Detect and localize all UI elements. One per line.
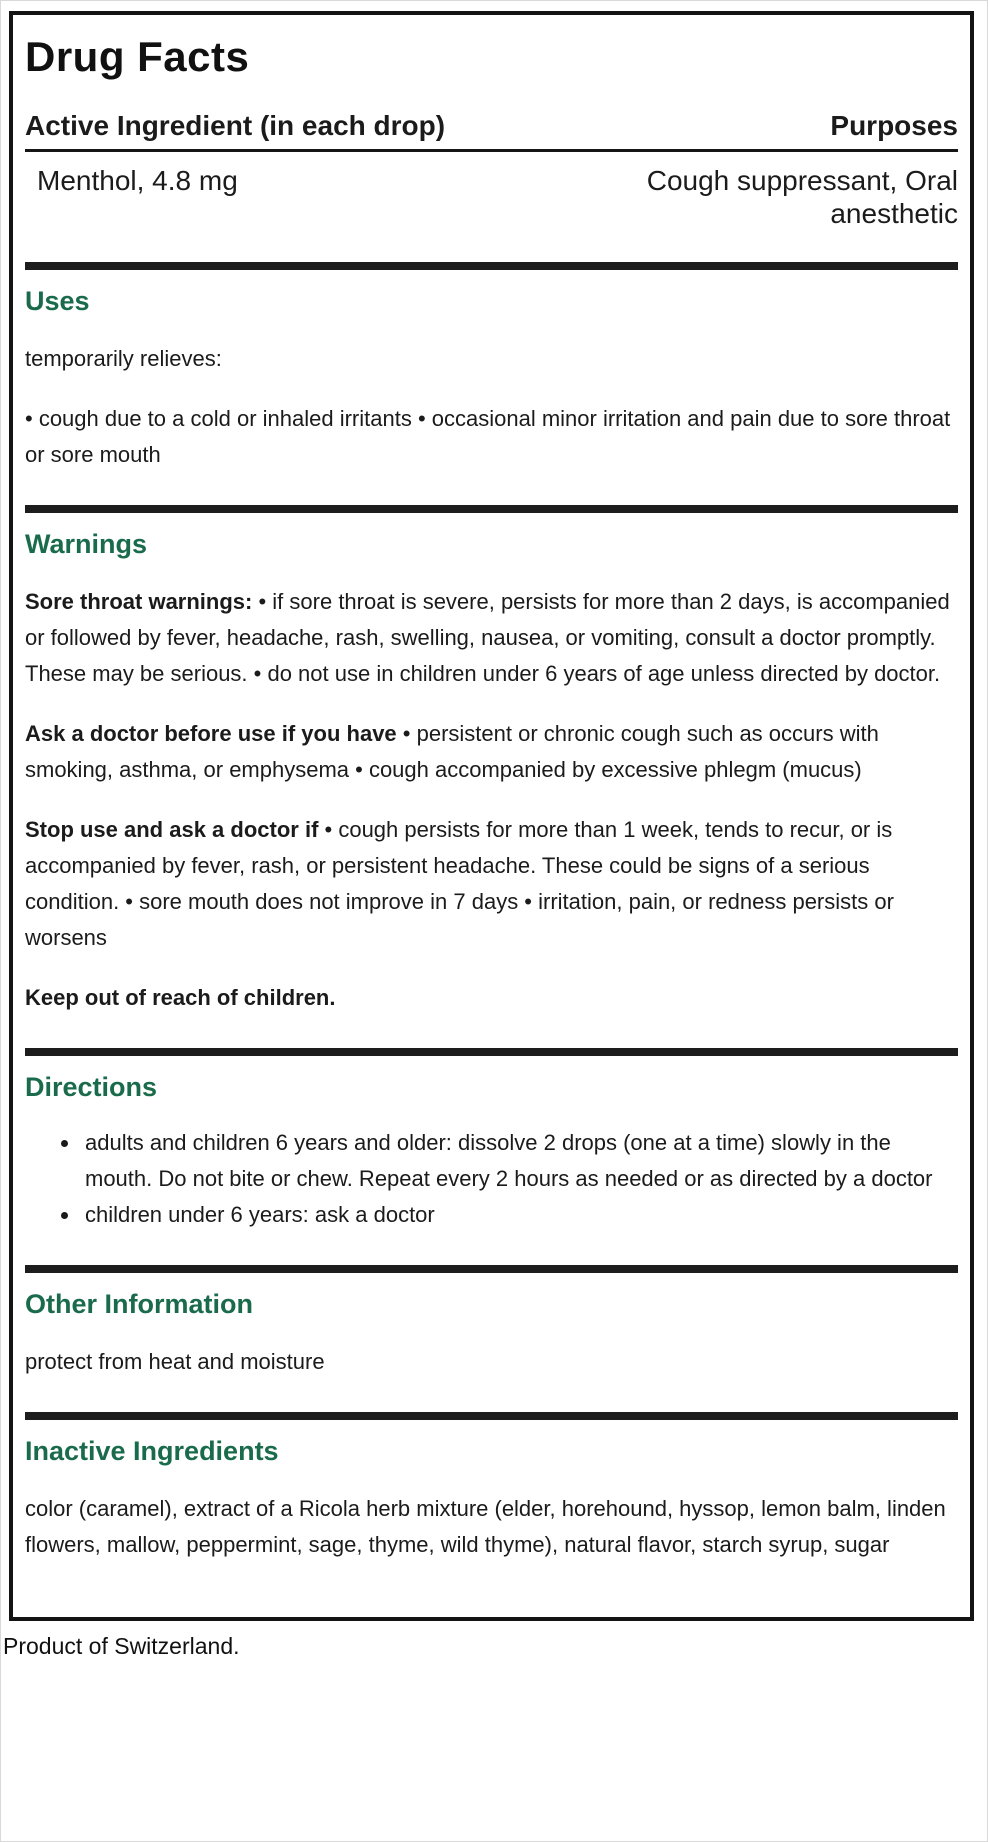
ingredient-header-row	[25, 107, 958, 145]
header-underline	[25, 149, 958, 152]
page-title: Drug Facts	[25, 33, 250, 80]
ask-doctor-warning	[25, 716, 958, 788]
purposes-value: Cough suppressant, Oral anesthetic	[646, 165, 958, 229]
product-origin-note: Product of Switzerland.	[3, 1633, 240, 1659]
section-divider	[25, 1265, 958, 1273]
purposes-header: Purposes	[830, 110, 958, 141]
drug-facts-label	[9, 11, 974, 1621]
directions-item-children: • children under 6 years: ask a doctor	[81, 1197, 958, 1233]
section-inactive-ingredients	[25, 1436, 958, 1563]
other-information-heading: Other Information	[25, 1289, 253, 1319]
section-divider	[25, 1412, 958, 1420]
section-uses	[25, 286, 958, 473]
warnings-heading: Warnings	[25, 529, 148, 559]
section-divider	[25, 262, 958, 270]
sore-throat-warning	[25, 584, 958, 692]
section-directions	[25, 1072, 958, 1233]
active-ingredient-value: Menthol, 4.8 mg	[37, 165, 238, 196]
directions-heading: Directions	[25, 1072, 158, 1102]
active-ingredient-header: Active Ingredient (in each drop)	[25, 110, 446, 141]
uses-intro: temporarily relieves:	[25, 346, 222, 371]
stop-use-warning	[25, 812, 958, 956]
stop-use-warning-text: • cough persists for more than 1 week, tends to recur, or is accompanied by fever, rash, or persistent headache. These could be signs of a serious condition. • sore mouth does not improve in 7 days • irritation, pain, or redness persists or worsens	[25, 817, 894, 950]
section-divider	[25, 505, 958, 513]
section-warnings	[25, 529, 958, 1016]
directions-list	[25, 1125, 958, 1233]
other-information-text: protect from heat and moisture	[25, 1349, 325, 1374]
inactive-ingredients-text: color (caramel), extract of a Ricola herb mixture (elder, horehound, hyssop, lemon balm, linden flowers, mallow, peppermint, sage, thyme, wild thyme), natural flavor, starch syrup, sugar	[25, 1496, 946, 1557]
stop-use-warning-lead: Stop use and ask a doctor if	[25, 817, 319, 842]
sore-throat-warning-text: • if sore throat is severe, persists for more than 2 days, is accompanied or followed by fever, headache, rash, swelling, nausea, or vomiting, consult a doctor promptly. These may be serious. • do not use in children under 6 years of age unless directed by doctor.	[25, 589, 950, 686]
keep-out-of-reach-note: Keep out of reach of children.	[25, 985, 336, 1010]
inactive-ingredients-heading: Inactive Ingredients	[25, 1436, 279, 1466]
section-divider	[25, 1048, 958, 1056]
ask-doctor-warning-lead: Ask a doctor before use if you have	[25, 721, 397, 746]
uses-heading: Uses	[25, 286, 90, 316]
ask-doctor-warning-text: • persistent or chronic cough such as occurs with smoking, asthma, or emphysema • cough accompanied by excessive phlegm (mucus)	[25, 721, 879, 782]
uses-bullet-text: • cough due to a cold or inhaled irritants • occasional minor irritation and pain due to sore throat or sore mouth	[25, 406, 951, 467]
directions-item-adults: • adults and children 6 years and older: dissolve 2 drops (one at a time) slowly in the mouth. Do not bite or chew. Repeat every 2 hours as needed or as directed by a doctor	[81, 1125, 958, 1197]
section-other-information	[25, 1289, 958, 1380]
sore-throat-warning-lead: Sore throat warnings:	[25, 589, 253, 614]
ingredient-value-row	[25, 164, 958, 230]
